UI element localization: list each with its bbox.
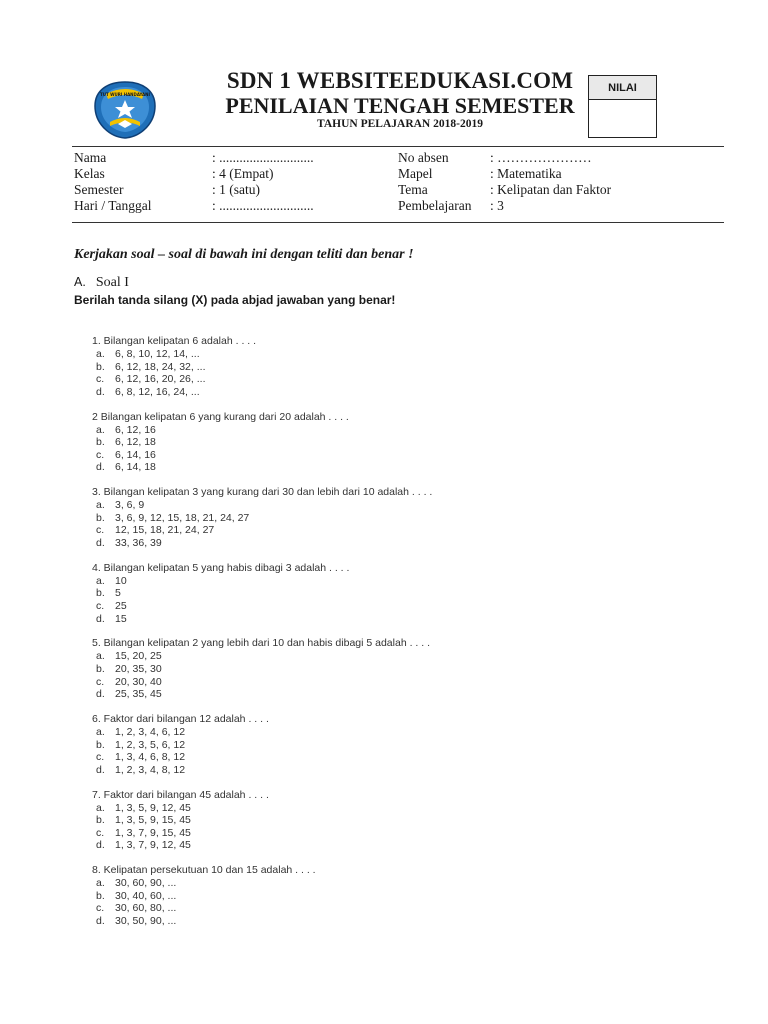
answer-option[interactable] [92, 676, 712, 689]
question-text: 7. Faktor dari bilangan 45 adalah . . . . [92, 788, 269, 801]
option-letter: b. [96, 889, 105, 902]
option-letter: a. [96, 423, 105, 436]
option-text: 15, 20, 25 [115, 650, 162, 663]
info-row [74, 166, 724, 182]
option-text: 6, 12, 18 [115, 436, 156, 449]
answer-option[interactable] [92, 890, 712, 903]
student-info-table [74, 150, 724, 214]
option-letter: a. [96, 574, 105, 587]
option-letter: c. [96, 524, 105, 537]
general-instruction: Kerjakan soal – soal di bawah ini dengan teliti dan benar ! [74, 247, 414, 262]
info-row [74, 182, 724, 198]
option-letter: c. [96, 826, 105, 839]
option-letter: c. [96, 448, 105, 461]
answer-option[interactable] [92, 373, 712, 386]
info-label: Kelas [74, 166, 105, 181]
section-name: Soal I [95, 275, 129, 290]
question-list [92, 335, 712, 940]
answer-option[interactable] [92, 663, 712, 676]
answer-option[interactable] [92, 600, 712, 613]
answer-option[interactable] [92, 814, 712, 827]
option-letter: c. [96, 599, 105, 612]
option-text: 6, 12, 18, 24, 32, ... [115, 360, 206, 373]
option-text: 5 [115, 587, 121, 600]
answer-option[interactable] [92, 739, 712, 752]
info-label: Semester [74, 182, 124, 197]
info-label: Nama [74, 150, 107, 165]
option-letter: c. [96, 373, 105, 386]
question-text: 5. Bilangan kelipatan 2 yang lebih dari 10 dan habis dibagi 5 adalah . . . . [92, 637, 430, 650]
answer-option[interactable] [92, 802, 712, 815]
option-text: 6, 12, 16 [115, 423, 156, 436]
info-label: Hari / Tanggal [74, 198, 152, 213]
info-label: Tema [398, 182, 428, 197]
info-value: : Kelipatan dan Faktor [490, 182, 612, 197]
tut-wuri-handayani-logo [92, 80, 158, 140]
option-letter: b. [96, 662, 105, 675]
question-item [92, 637, 712, 713]
info-row [74, 198, 724, 214]
option-letter: b. [96, 511, 105, 524]
option-letter: b. [96, 814, 105, 827]
answer-option[interactable] [92, 827, 712, 840]
option-text: 3, 6, 9 [115, 499, 145, 512]
question-item [92, 562, 712, 638]
answer-option[interactable] [92, 915, 712, 928]
option-text: 1, 2, 3, 5, 6, 12 [115, 738, 186, 751]
school-name: SDN 1 WEBSITEEDUKASI.COM [226, 68, 574, 93]
answer-option[interactable] [92, 751, 712, 764]
option-text: 3, 6, 9, 12, 15, 18, 21, 24, 27 [115, 511, 250, 524]
question-text: 6. Faktor dari bilangan 12 adalah . . . . [92, 712, 269, 725]
option-text: 10 [115, 574, 127, 587]
question-item [92, 335, 712, 411]
exam-title: PENILAIAN TENGAH SEMESTER [225, 93, 575, 118]
option-text: 1, 3, 4, 6, 8, 12 [115, 751, 186, 764]
option-text: 1, 3, 5, 9, 12, 45 [115, 801, 191, 814]
header-divider-bottom [72, 222, 724, 223]
answer-option[interactable] [92, 877, 712, 890]
svg-text:TUT WURI HANDAYANI: TUT WURI HANDAYANI [100, 92, 150, 97]
answer-option[interactable] [92, 688, 712, 701]
option-text: 30, 40, 60, ... [115, 889, 177, 902]
option-text: 30, 50, 90, ... [115, 914, 177, 927]
answer-option[interactable] [92, 512, 712, 525]
option-letter: d. [96, 914, 105, 927]
answer-option[interactable] [92, 499, 712, 512]
option-text: 20, 35, 30 [115, 662, 162, 675]
answer-option[interactable] [92, 650, 712, 663]
option-text: 30, 60, 80, ... [115, 902, 177, 915]
option-text: 20, 30, 40 [115, 675, 162, 688]
answer-option[interactable] [92, 764, 712, 777]
answer-option[interactable] [92, 726, 712, 739]
option-text: 6, 12, 16, 20, 26, ... [115, 373, 206, 386]
question-text: 2 Bilangan kelipatan 6 yang kurang dari 20 adalah . . . . [92, 410, 349, 423]
option-letter: d. [96, 461, 105, 474]
info-value[interactable]: : ............................ [212, 198, 314, 213]
question-text: 1. Bilangan kelipatan 6 adalah . . . . [92, 335, 257, 347]
answer-option[interactable] [92, 524, 712, 537]
answer-option[interactable] [92, 436, 712, 449]
option-letter: d. [96, 688, 105, 701]
info-label: Mapel [398, 166, 433, 181]
option-text: 6, 8, 12, 16, 24, ... [115, 385, 200, 398]
option-text: 1, 3, 7, 9, 15, 45 [115, 826, 191, 839]
option-letter: d. [96, 763, 105, 776]
question-item [92, 713, 712, 789]
answer-option[interactable] [92, 348, 712, 361]
option-text: 6, 14, 16 [115, 448, 156, 461]
question-text: 4. Bilangan kelipatan 5 yang habis dibagi 3 adalah . . . . [92, 561, 350, 574]
score-box-label: NILAI [589, 76, 656, 100]
answer-option[interactable] [92, 449, 712, 462]
info-label: Pembelajaran [398, 198, 472, 213]
option-text: 6, 8, 10, 12, 14, ... [115, 348, 200, 360]
section-letter: A. [74, 275, 86, 289]
option-letter: a. [96, 725, 105, 738]
info-value: : 4 (Empat) [212, 166, 274, 181]
option-letter: a. [96, 348, 105, 360]
question-text: 8. Kelipatan persekutuan 10 dan 15 adalah . . . . [92, 864, 316, 877]
option-letter: d. [96, 612, 105, 625]
option-text: 25 [115, 599, 127, 612]
question-item [92, 789, 712, 865]
option-text: 1, 2, 3, 4, 6, 12 [115, 725, 186, 738]
option-text: 12, 15, 18, 21, 24, 27 [115, 524, 215, 537]
option-letter: b. [96, 738, 105, 751]
header-divider-top [72, 146, 724, 147]
answer-option[interactable] [92, 537, 712, 550]
option-letter: a. [96, 877, 105, 890]
option-text: 6, 14, 18 [115, 461, 156, 474]
option-letter: d. [96, 536, 105, 549]
option-text: 1, 3, 7, 9, 12, 45 [115, 839, 191, 852]
answer-option[interactable] [92, 361, 712, 374]
option-letter: d. [96, 385, 105, 398]
option-letter: a. [96, 650, 105, 663]
info-value[interactable]: : ............................ [212, 150, 314, 165]
academic-year: TAHUN PELAJARAN 2018-2019 [317, 118, 483, 130]
question-item [92, 411, 712, 487]
question-item [92, 864, 712, 940]
section-title [74, 275, 129, 291]
info-label: No absen [398, 150, 449, 165]
info-value: : Matematika [490, 166, 562, 181]
option-letter: c. [96, 902, 105, 915]
option-letter: b. [96, 436, 105, 449]
answer-option[interactable] [92, 613, 712, 626]
answer-option[interactable] [92, 902, 712, 915]
question-item [92, 486, 712, 562]
answer-option[interactable] [92, 386, 712, 399]
question-text: 3. Bilangan kelipatan 3 yang kurang dari 30 dan lebih dari 10 adalah . . . . [92, 486, 433, 499]
info-value: : 1 (satu) [212, 182, 260, 197]
answer-option[interactable] [92, 575, 712, 588]
option-letter: b. [96, 587, 105, 600]
info-value: : 3 [490, 198, 504, 213]
option-text: 1, 3, 5, 9, 15, 45 [115, 814, 191, 827]
score-box[interactable] [588, 75, 657, 138]
option-letter: b. [96, 360, 105, 373]
option-letter: d. [96, 839, 105, 852]
option-letter: a. [96, 801, 105, 814]
info-value[interactable]: : ………………… [490, 150, 592, 165]
answer-option[interactable] [92, 424, 712, 437]
option-text: 30, 60, 90, ... [115, 877, 177, 890]
option-letter: c. [96, 675, 105, 688]
answer-option[interactable] [92, 839, 712, 852]
info-row [74, 150, 724, 166]
option-letter: a. [96, 499, 105, 512]
answer-option[interactable] [92, 461, 712, 474]
section-instruction: Berilah tanda silang (X) pada abjad jawaban yang benar! [74, 293, 396, 307]
option-text: 33, 36, 39 [115, 536, 162, 549]
option-letter: c. [96, 751, 105, 764]
option-text: 15 [115, 612, 127, 625]
option-text: 1, 2, 3, 4, 8, 12 [115, 763, 186, 776]
answer-option[interactable] [92, 587, 712, 600]
option-text: 25, 35, 45 [115, 688, 162, 701]
